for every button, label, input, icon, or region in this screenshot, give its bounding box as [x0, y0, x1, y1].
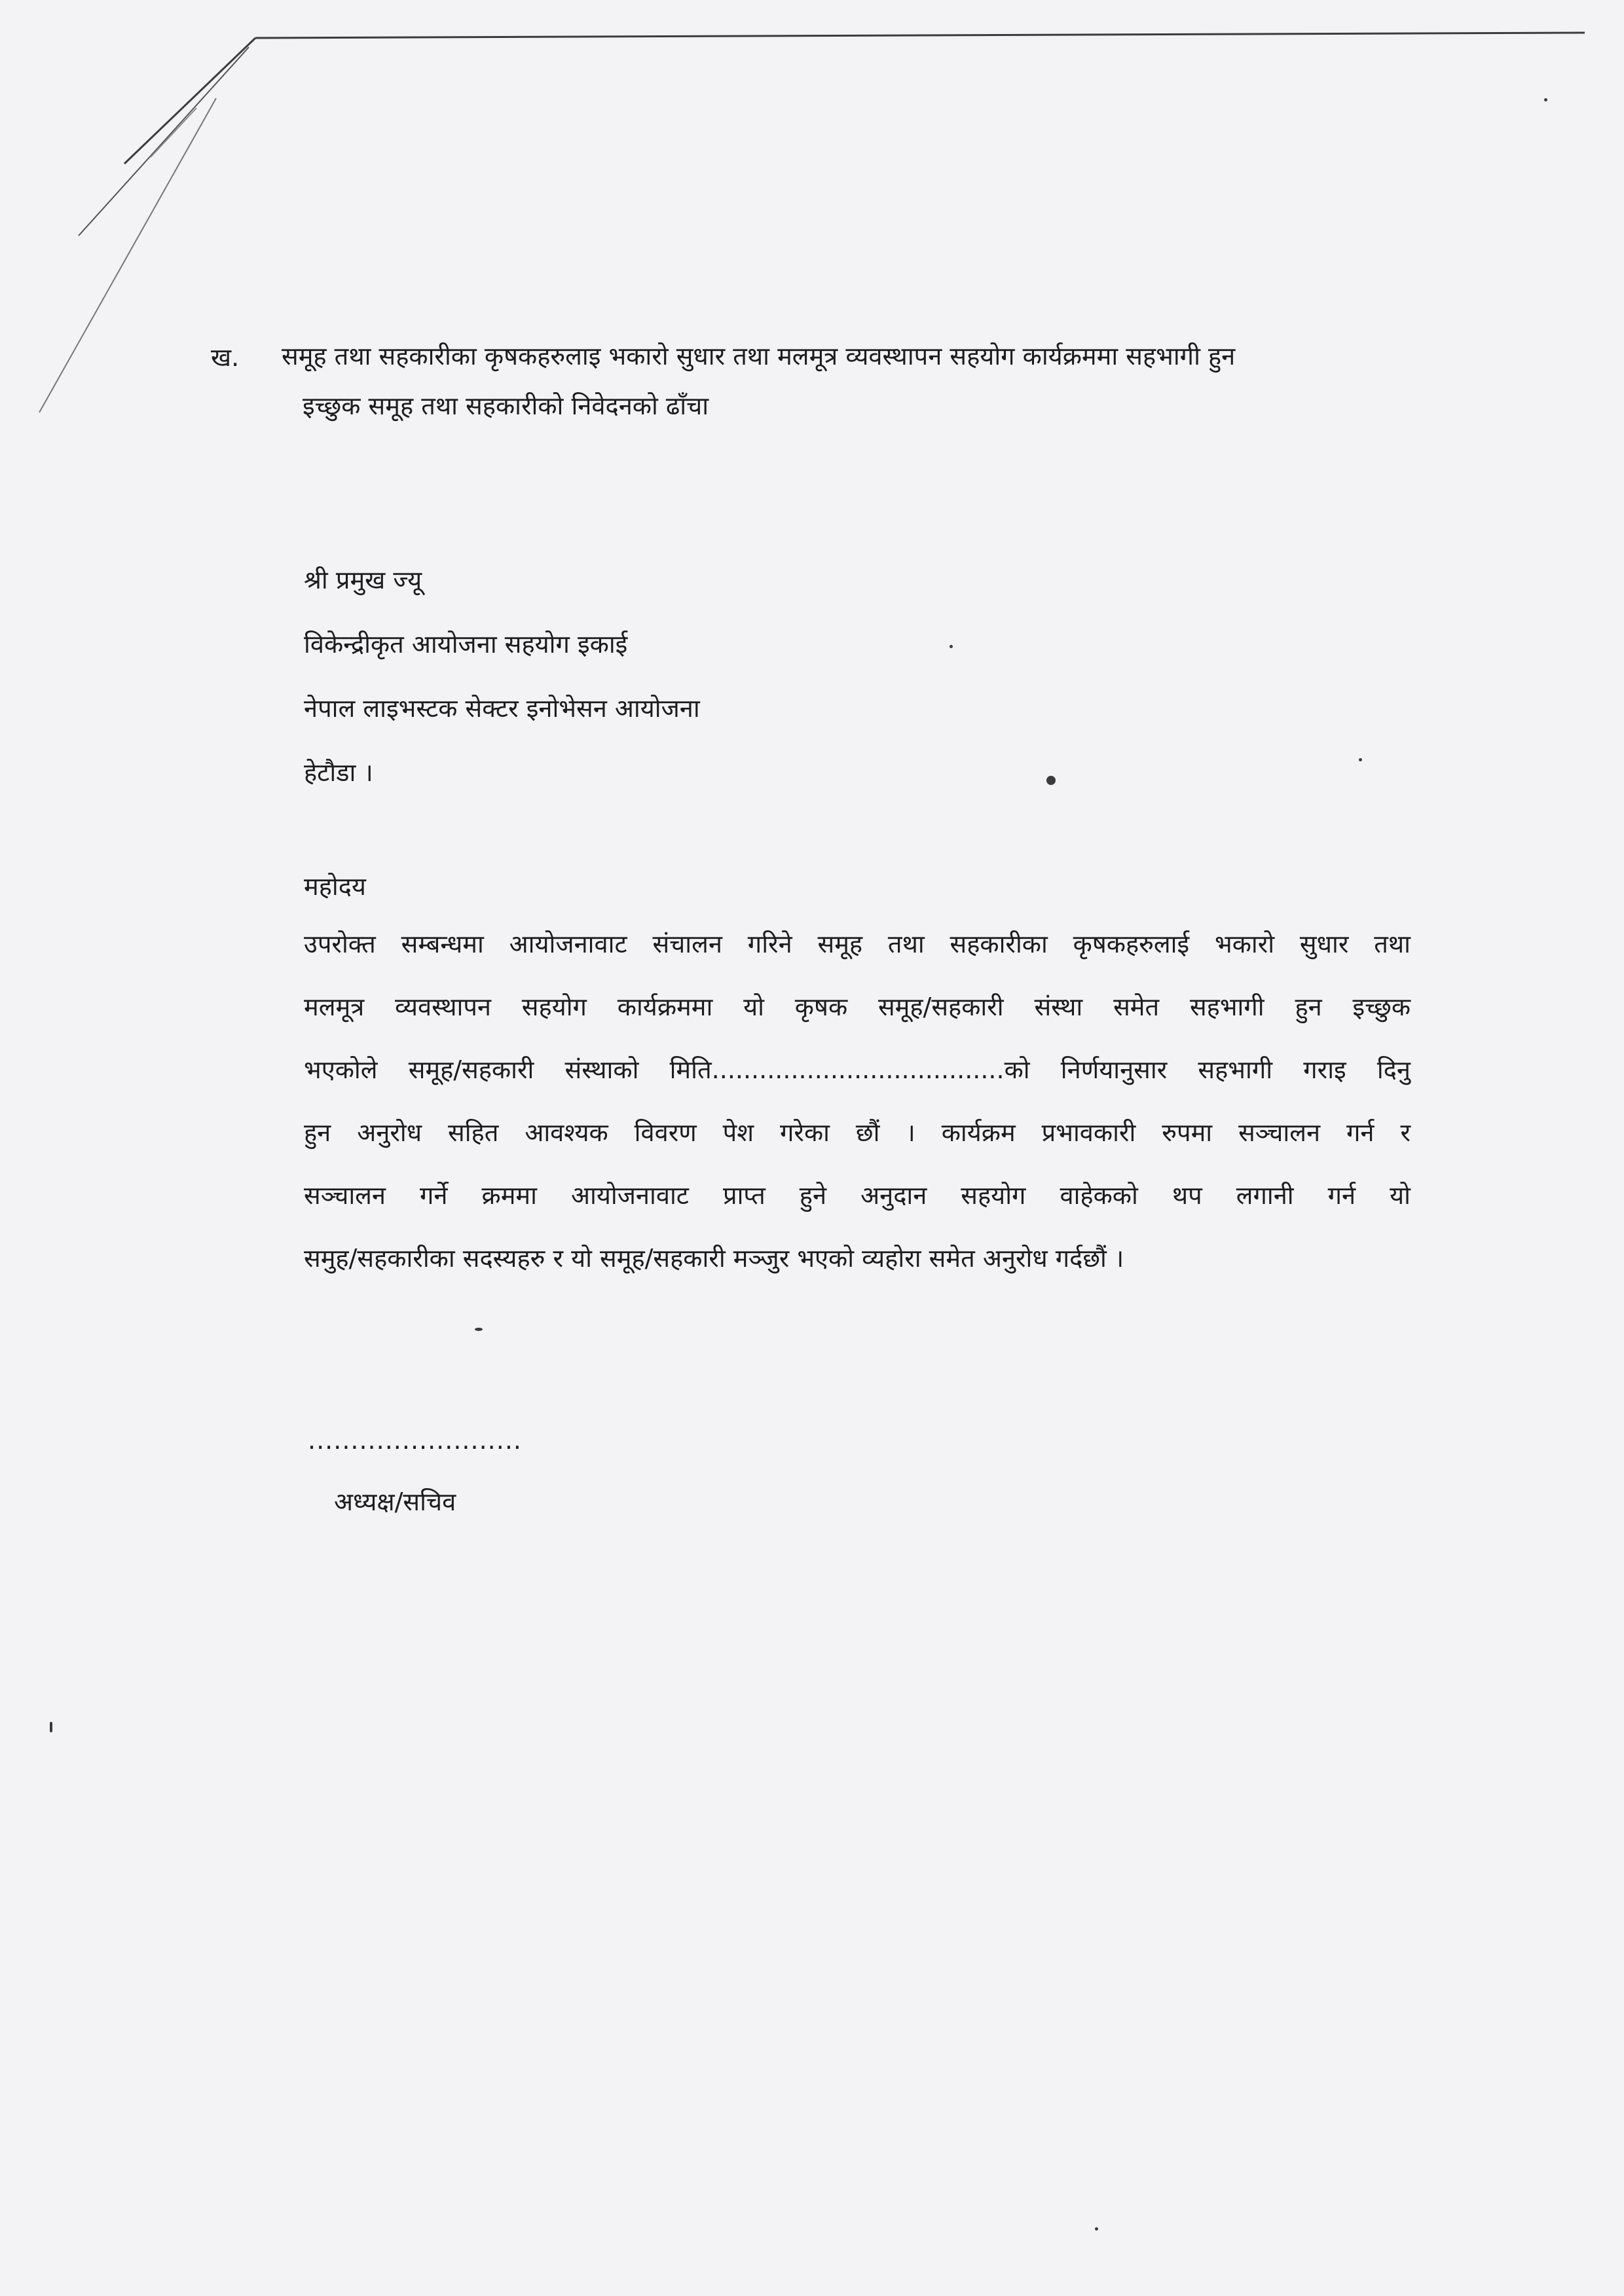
section-marker: ख.	[211, 343, 240, 372]
recipient-office: विकेन्द्रीकृत आयोजना सहयोग इकाई	[304, 630, 628, 659]
recipient-title: श्री प्रमुख ज्यू	[304, 566, 422, 594]
body-line: उपरोक्त सम्बन्धमा आयोजनावाट संचालन गरिने समूह तथा सहकारीका कृषकहरुलाई भकारो सुधार तथा	[304, 930, 1411, 958]
scan-speck	[50, 1722, 52, 1732]
scan-speck	[1095, 2227, 1098, 2231]
body-line: समुह/सहकारीका सदस्यहरु र यो समूह/सहकारी मञ्जुर भएको व्यहोरा समेत अनुरोध गर्दछौं ।	[304, 1244, 1124, 1273]
recipient-location: हेटौडा ।	[304, 758, 373, 787]
scan-speck	[950, 645, 953, 648]
signature-line: .........................	[308, 1426, 522, 1455]
recipient-project: नेपाल लाइभस्टक सेक्टर इनोभेसन आयोजना	[304, 694, 700, 723]
recipient-address	[304, 560, 700, 817]
scan-speck	[1046, 776, 1056, 785]
body-line: मलमूत्र व्यवस्थापन सहयोग कार्यक्रममा यो कृषक समूह/सहकारी संस्था समेत सहभागी हुन इच्छुक	[304, 993, 1411, 1021]
body-line: भएकोले समूह/सहकारी संस्थाको मिति.....................................को निर्णयानुसार सहभागी गराइ दिनु	[304, 1055, 1411, 1084]
scan-speck	[475, 1328, 483, 1331]
scan-speck	[1359, 758, 1362, 761]
body-line: हुन अनुरोध सहित आवश्यक विवरण पेश गरेका छौं । कार्यक्रम प्रभावकारी रुपमा सञ्चालन गर्न र	[304, 1118, 1411, 1147]
form-title	[282, 331, 1434, 431]
signatory-role: अध्यक्ष/सचिव	[334, 1487, 456, 1516]
form-title-line: इच्छुक समूह तथा सहकारीको निवेदनको ढाँचा	[303, 392, 709, 420]
form-title-line: समूह तथा सहकारीका कृषकहरुलाइ भकारो सुधार तथा मलमूत्र व्यवस्थापन सहयोग कार्यक्रममा सहभागी हुन	[282, 342, 1236, 371]
scan-speck	[1544, 98, 1547, 101]
salutation: महोदय	[304, 872, 366, 901]
body-line: सञ्चालन गर्ने क्रममा आयोजनावाट प्राप्त हुने अनुदान सहयोग वाहेकको थप लगानी गर्न यो	[304, 1181, 1411, 1210]
letter-body	[304, 924, 1411, 1302]
